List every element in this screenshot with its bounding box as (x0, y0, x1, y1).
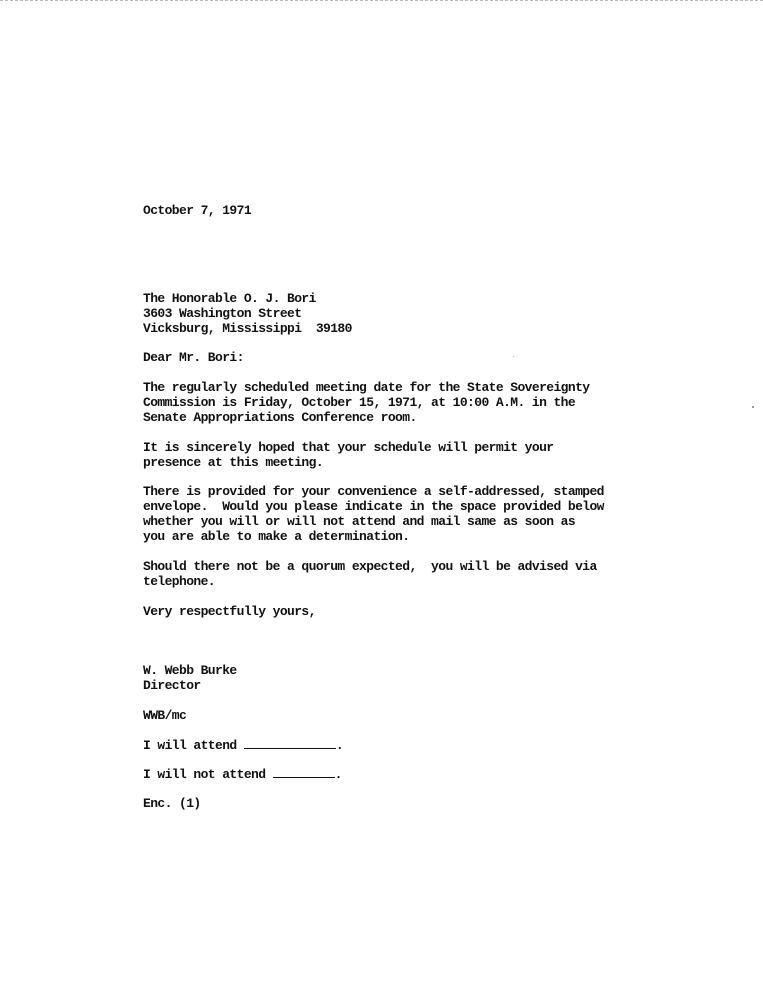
paragraph-line: you are able to make a determination. (143, 529, 410, 544)
paragraph-line: The regularly scheduled meeting date for the State Sovereignty (143, 380, 590, 395)
paragraph-line: Senate Appropriations Conference room. (143, 410, 417, 425)
not-attend-label: I will not attend (143, 767, 266, 782)
attend-label: I will attend (143, 738, 237, 753)
paragraph-line: whether you will or will not attend and mail same as soon as (143, 514, 576, 529)
paragraph-line: envelope. Would you please indicate in the space provided below (143, 499, 604, 514)
not-attend-response-line (143, 766, 342, 782)
not-attend-blank[interactable] (273, 766, 335, 778)
recipient-street: 3603 Washington Street (143, 306, 302, 321)
paragraph-line: telephone. (143, 574, 216, 589)
signer-title: Director (143, 678, 201, 693)
closing: Very respectfully yours, (143, 604, 316, 619)
scan-speck (752, 406, 754, 408)
enclosure-note: Enc. (1) (143, 796, 201, 811)
letter-date: October 7, 1971 (143, 203, 252, 218)
attend-response-line (143, 737, 343, 753)
paragraph-line: Should there not be a quorum expected, you will be advised via (143, 559, 597, 574)
paragraph-line: Commission is Friday, October 15, 1971, at 10:00 A.M. in the (143, 395, 576, 410)
attend-blank[interactable] (244, 737, 336, 749)
not-attend-period: . (334, 767, 342, 782)
recipient-city: Vicksburg, Mississippi 39180 (143, 321, 352, 336)
typist-initials: WWB/mc (143, 708, 187, 723)
paragraph-line: presence at this meeting. (143, 455, 324, 470)
paragraph-line: It is sincerely hoped that your schedule will permit your (143, 440, 554, 455)
attend-period: . (335, 738, 344, 753)
letter-body (143, 0, 663, 811)
recipient-name: The Honorable O. J. Bori (143, 291, 316, 306)
salutation: Dear Mr. Bori: (143, 350, 244, 365)
signer-name: W. Webb Burke (143, 663, 237, 678)
scan-speck (513, 356, 514, 357)
paragraph-line: There is provided for your convenience a self-addressed, stamped (143, 484, 604, 499)
